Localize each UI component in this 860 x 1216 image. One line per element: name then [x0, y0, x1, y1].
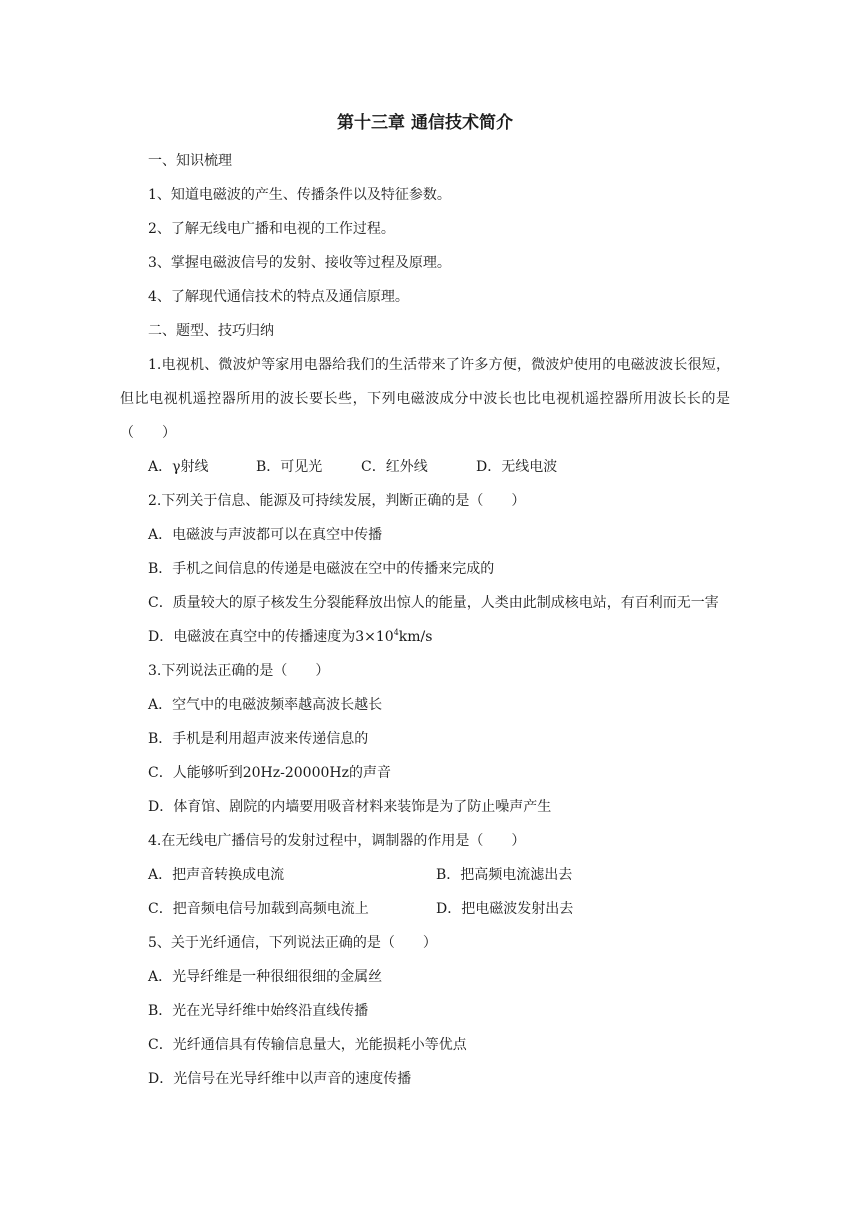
question-2-option-d-exponent: 4 — [393, 628, 399, 637]
question-4-option-a: A．把声音转换成电流 — [148, 867, 285, 883]
question-5-option-d: D．光信号在光导纤维中以声音的速度传播 — [148, 1071, 412, 1087]
question-2-option-a: A．电磁波与声波都可以在真空中传播 — [148, 527, 383, 543]
question-4-stem: 4.在无线电广播信号的发射过程中，调制器的作用是（ ） — [148, 833, 526, 849]
knowledge-item-1: 1、知道电磁波的产生、传播条件以及特征参数。 — [148, 187, 451, 203]
question-4-option-c: C．把音频电信号加载到高频电流上 — [148, 901, 369, 917]
question-3-option-b: B．手机是利用超声波来传递信息的 — [148, 731, 369, 747]
question-2-option-d — [120, 620, 730, 654]
question-1-option-c: C．红外线 — [361, 459, 428, 475]
question-5-stem: 5、关于光纤通信，下列说法正确的是（ ） — [148, 935, 437, 951]
question-2-option-b: B．手机之间信息的传递是电磁波在空中的传播来完成的 — [148, 561, 495, 577]
knowledge-item-2: 2、了解无线电广播和电视的工作过程。 — [148, 221, 395, 237]
question-2-option-d-unit: km/s — [398, 629, 433, 645]
question-5-option-a: A．光导纤维是一种很细很细的金属丝 — [148, 969, 383, 985]
question-4-option-d: D．把电磁波发射出去 — [436, 901, 574, 917]
question-5-option-b: B．光在光导纤维中始终沿直线传播 — [148, 1003, 369, 1019]
question-4-options-row-1 — [120, 858, 730, 892]
question-1-options — [120, 450, 730, 484]
question-2-stem: 2.下列关于信息、能源及可持续发展，判断正确的是（ ） — [148, 493, 526, 509]
question-2-option-d-text: D．电磁波在真空中的传播速度为3×10 — [148, 629, 394, 645]
question-1-option-a: A．γ射线 — [148, 459, 209, 475]
question-3-option-d: D．体育馆、剧院的内墙要用吸音材料来装饰是为了防止噪声产生 — [148, 799, 552, 815]
question-1-option-b: B．可见光 — [256, 459, 323, 475]
question-1-option-d: D．无线电波 — [476, 459, 558, 475]
question-3-option-a: A．空气中的电磁波频率越高波长越长 — [148, 697, 383, 713]
question-3-stem: 3.下列说法正确的是（ ） — [148, 663, 330, 679]
section-heading-knowledge: 一、知识梳理 — [148, 153, 232, 169]
question-3-option-c: C．人能够听到20Hz-20000Hz的声音 — [148, 765, 391, 781]
page-title: 第十三章 通信技术简介 — [337, 113, 513, 133]
question-4-options-row-2 — [120, 892, 730, 926]
question-5-option-c: C．光纤通信具有传输信息量大，光能损耗小等优点 — [148, 1037, 467, 1053]
question-1-stem: 1.电视机、微波炉等家用电器给我们的生活带来了许多方便，微波炉使用的电磁波波长很短，但比电视机遥控器所用的波长要长些，下列电磁波成分中波长也比电视机遥控器所用波长长的是（ ） — [120, 357, 730, 441]
knowledge-item-3: 3、掌握电磁波信号的发射、接收等过程及原理。 — [148, 255, 451, 271]
section-heading-question-types: 二、题型、技巧归纳 — [148, 323, 274, 339]
knowledge-item-4: 4、了解现代通信技术的特点及通信原理。 — [148, 289, 409, 305]
question-4-option-b: B．把高频电流滤出去 — [436, 867, 573, 883]
question-2-option-c: C．质量较大的原子核发生分裂能释放出惊人的能量，人类由此制成核电站，有百利而无一害 — [148, 595, 719, 611]
